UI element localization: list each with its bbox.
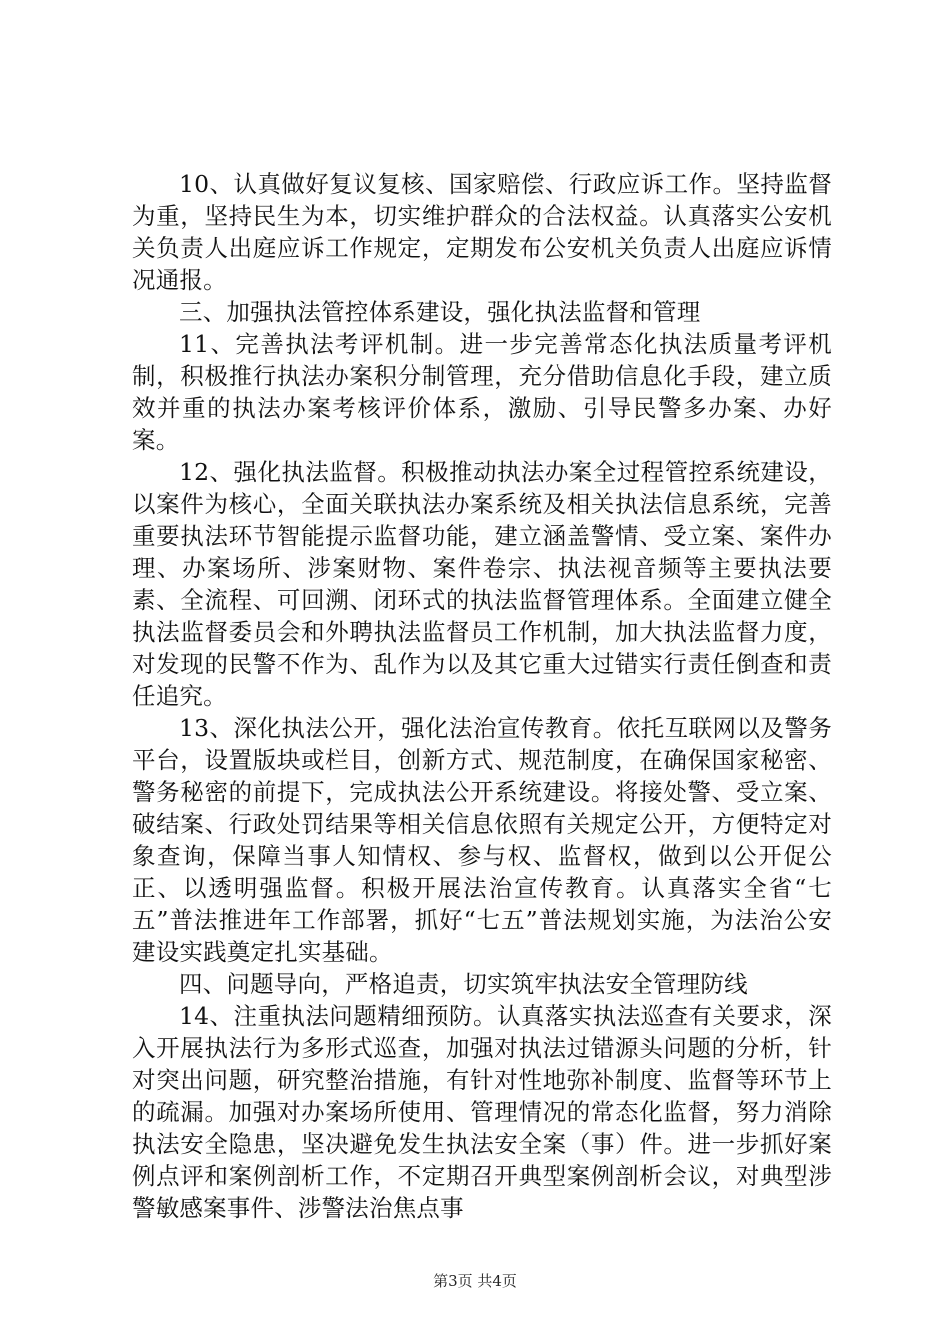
paragraph-item-12: 12、强化执法监督。积极推动执法办案全过程管控系统建设，以案件为核心，全面关联执法办案系统及相关执法信息系统，完善重要执法环节智能提示监督功能，建立涵盖警情、受立案、案件办理、办案场所、涉案财物、案件卷宗、执法视音频等主要执法要素、全流程、可回溯、闭环式的执法监督管理体系。全面建立健全执法监督委员会和外聘执法监督员工作机制，加大执法监督力度，对发现的民警不作为、乱作为以及其它重大过错实行责任倒查和责任追究。: [132, 458, 832, 710]
section-heading-4: 四、问题导向，严格追责，切实筑牢执法安全管理防线: [179, 970, 748, 998]
page-number-footer: 第3页 共4页: [433, 1272, 517, 1290]
paragraph-item-10: 10、认真做好复议复核、国家赔偿、行政应诉工作。坚持监督为重，坚持民生为本，切实维护群众的合法权益。认真落实公安机关负责人出庭应诉工作规定，定期发布公安机关负责人出庭应诉情况通报。: [132, 170, 832, 294]
paragraph-item-14: 14、注重执法问题精细预防。认真落实执法巡查有关要求，深入开展执法行为多形式巡查，加强对执法过错源头问题的分析，针对突出问题，研究整治措施，有针对性地弥补制度、监督等环节上的疏漏。加强对办案场所使用、管理情况的常态化监督，努力消除执法安全隐患，坚决避免发生执法安全案（事）件。进一步抓好案例点评和案例剖析工作，不定期召开典型案例剖析会议，对典型涉警敏感案事件、涉警法治焦点事: [132, 1002, 832, 1222]
paragraph-item-13: 13、深化执法公开，强化法治宣传教育。依托互联网以及警务平台，设置版块或栏目，创新方式、规范制度，在确保国家秘密、警务秘密的前提下，完成执法公开系统建设。将接处警、受立案、破结案、行政处罚结果等相关信息依照有关规定公开，方便特定对象查询，保障当事人知情权、参与权、监督权，做到以公开促公正、以透明强监督。积极开展法治宣传教育。认真落实全省“七五”普法推进年工作部署，抓好“七五”普法规划实施，为法治公安建设实践奠定扎实基础。: [132, 714, 832, 966]
paragraph-item-11: 11、完善执法考评机制。进一步完善常态化执法质量考评机制，积极推行执法办案积分制管理，充分借助信息化手段，建立质效并重的执法办案考核评价体系，激励、引导民警多办案、办好案。: [132, 330, 832, 454]
document-body: [132, 168, 832, 1224]
section-heading-3: 三、加强执法管控体系建设，强化执法监督和管理: [179, 298, 701, 326]
